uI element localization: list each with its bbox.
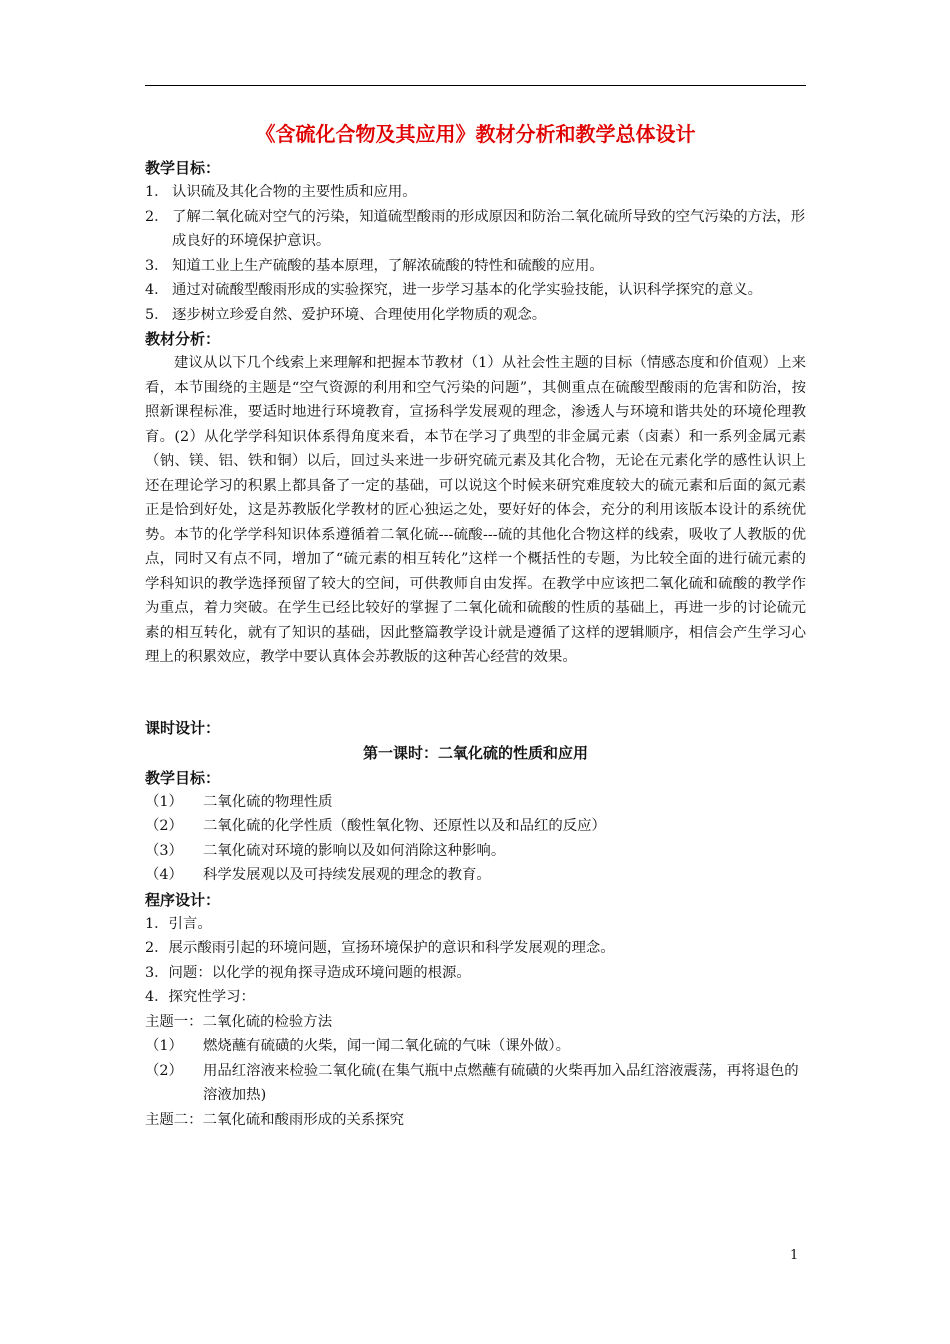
lesson-objective-text: 二氧化硫的化学性质（酸性氧化物、还原性以及和品红的反应） — [203, 818, 606, 834]
procedure-line: 1．引言。 — [145, 915, 212, 932]
topic-one-item — [145, 1059, 806, 1108]
topic-two-heading: 主题二：二氧化硫和酸雨形成的关系探究 — [145, 1111, 405, 1128]
topic-one-item-number: （1） — [145, 1038, 183, 1054]
objectives-list — [145, 180, 806, 327]
objective-text: 了解二氧化硫对空气的污染，知道硫型酸雨的形成原因和防治二氧化硫所导致的空气污染的方法，形成良好的环境保护意识。 — [172, 208, 806, 249]
objective-text: 认识硫及其化合物的主要性质和应用。 — [172, 184, 417, 200]
lesson-objective-item — [145, 790, 806, 815]
lesson-objective-item — [145, 814, 806, 839]
header-rule — [145, 85, 806, 86]
topic-one-item-number: （2） — [145, 1062, 183, 1079]
section-spacer — [145, 670, 806, 716]
objective-number: 3． — [145, 257, 169, 274]
topic-one-item-text: 用品红溶液来检验二氧化硫(在集气瓶中点燃蘸有硫磺的火柴再加入品红溶液震荡，再将退色的溶液加热) — [203, 1062, 799, 1103]
objective-item — [145, 254, 806, 279]
lesson-objective-item — [145, 839, 806, 864]
objective-item — [145, 180, 806, 205]
analysis-paragraph: 建议从以下几个线索上来理解和把握本节教材（1）从社会性主题的目标（情感态度和价值观）上来看，本节围绕的主题是“空气资源的利用和空气污染的问题”，其侧重点在硫酸型酸雨的危害和防治，按照新课程标准，要适时地进行环境教育，宣扬科学发展观的理念，渗透人与环境和谐共处的环境伦理教育。(2）从化学学科知识体系得角度来看，本节在学习了典型的非金属元素（卤素）和一系列金属元素（钠、镁、铝、铁和铜）以后，回过头来进一步研究硫元素及其化合物，无论在元素化学的感性认识上还在理论学习的积累上都具备了一定的基础，可以说这个时候来研究难度较大的硫元素和后面的氮元素正是恰到好处，这是苏教版化学教材的匠心独运之处，要好好的体会，充分的利用该版本设计的系统优势。本节的化学学科知识体系遵循着二氧化硫---硫酸---硫的其他化合物这样的线索，吸收了人教版的优点，同时又有点不同，增加了“硫元素的相互转化”这样一个概括性的专题，为比较全面的进行硫元素的学科知识的教学选择预留了较大的空间，可供教师自由发挥。在教学中应该把二氧化硫和硫酸的教学作为重点，着力突破。在学生已经比较好的掌握了二氧化硫和硫酸的性质的基础上，再进一步的讨论硫元素的相互转化，就有了知识的基础，因此整篇教学设计就是遵循了这样的逻辑顺序，相信会产生学习心理上的积累效应，教学中要认真体会苏教版的这种苦心经营的效果。 — [145, 355, 806, 665]
objective-text: 通过对硫酸型酸雨形成的实验探究，进一步学习基本的化学实验技能，认识科学探究的意义。 — [172, 282, 763, 298]
objective-number: 5． — [145, 306, 169, 323]
objective-item — [145, 205, 806, 254]
objective-text: 知道工业上生产硫酸的基本原理，了解浓硫酸的特性和硫酸的应用。 — [172, 257, 604, 274]
lesson-objective-number: （3） — [145, 842, 183, 859]
procedure-heading: 程序设计： — [145, 890, 221, 909]
objective-number: 1． — [145, 184, 169, 200]
objectives-heading: 教学目标： — [145, 159, 221, 177]
topic-one-item-text: 燃烧蘸有硫磺的火柴，闻一闻二氧化硫的气味（课外做）。 — [203, 1038, 570, 1054]
lesson-objective-text: 二氧化硫的物理性质 — [203, 793, 333, 810]
lesson-objective-text: 二氧化硫对环境的影响以及如何消除这种影响。 — [203, 842, 506, 859]
procedure-line: 3．问题：以化学的视角探寻造成环境问题的根源。 — [145, 964, 471, 981]
lesson-objective-item — [145, 863, 806, 888]
objective-item — [145, 278, 806, 303]
lesson-heading: 课时设计： — [145, 718, 221, 737]
procedure-line: 4．探究性学习： — [145, 989, 255, 1005]
document-title: 《含硫化合物及其应用》教材分析和教学总体设计 — [255, 122, 696, 146]
lesson-title: 第一课时：二氧化硫的性质和应用 — [362, 743, 588, 762]
objective-item — [145, 303, 806, 328]
lesson-objective-number: （4） — [145, 867, 183, 883]
lesson-objectives-heading: 教学目标： — [145, 768, 221, 787]
lesson-objective-number: （2） — [145, 818, 183, 834]
topic-one-heading: 主题一：二氧化硫的检验方法 — [145, 1013, 333, 1030]
document-page — [145, 100, 806, 1132]
objective-number: 2． — [145, 208, 169, 225]
topic-one-item — [145, 1034, 806, 1059]
lesson-objective-number: （1） — [145, 793, 183, 810]
lesson-objectives-list — [145, 790, 806, 888]
lesson-objective-text: 科学发展观以及可持续发展观的理念的教育。 — [203, 867, 491, 883]
page-number: 1 — [790, 1248, 799, 1263]
analysis-heading: 教材分析： — [145, 330, 221, 348]
procedure-line: 2．展示酸雨引起的环境问题，宣扬环境保护的意识和科学发展观的理念。 — [145, 940, 615, 956]
objective-text: 逐步树立珍爱自然、爱护环境、合理使用化学物质的观念。 — [172, 306, 547, 323]
objective-number: 4． — [145, 282, 169, 298]
